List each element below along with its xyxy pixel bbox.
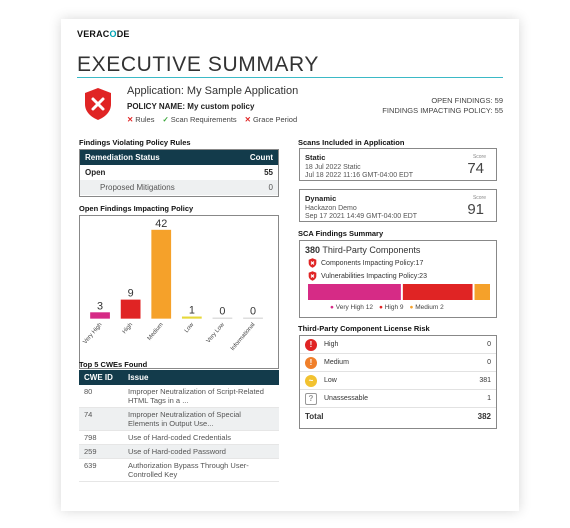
components-impacting: Components Impacting Policy:17 — [308, 258, 423, 268]
table-row: 259 Use of Hard-coded Password — [79, 445, 279, 459]
sca-bar-high — [403, 284, 473, 300]
page-title: EXECUTIVE SUMMARY — [77, 53, 320, 76]
col-cwe-id: CWE ID — [79, 370, 123, 385]
vulns-impacting: Vulnerabilities Impacting Policy:23 — [308, 271, 427, 281]
x-icon: ✕ — [244, 115, 251, 124]
bar-medium — [151, 230, 171, 319]
category-tick-label: Low — [183, 322, 196, 335]
open-findings-stats: OPEN FINDINGS: 59 FINDINGS IMPACTING POLICY: 55 — [382, 96, 503, 115]
bar-very-low — [213, 318, 233, 319]
title-divider — [77, 77, 503, 78]
legend-rules: ✕ Rules — [127, 115, 155, 124]
score-value: 91 — [467, 201, 484, 218]
sca-legend-item: ● High 9 — [378, 304, 404, 311]
category-tick-label: High — [121, 322, 135, 336]
category-tick-label: Very High — [82, 322, 104, 346]
table-row: 80 Improper Neutralization of Script-Related HTML Tags in a ... — [79, 385, 279, 408]
sca-legend — [330, 304, 444, 311]
veracode-logo: VERACODE — [77, 29, 130, 39]
scans-section-title: Scans Included in Application — [298, 138, 405, 147]
bar-value-label: 42 — [155, 217, 168, 230]
shield-icon — [308, 258, 317, 268]
severity-bar-chart — [80, 216, 278, 368]
col-remediation-status: Remediation Status — [80, 150, 229, 165]
sca-section-title: SCA Findings Summary — [298, 229, 384, 238]
col-count: Count — [229, 150, 278, 165]
table-row: Open 55 — [85, 168, 273, 177]
category-tick-label: Very Low — [205, 322, 226, 345]
legend-grace-period: ✕ Grace Period — [244, 115, 298, 124]
bar-value-label: 1 — [188, 304, 195, 317]
medium-risk-icon: ! — [305, 357, 317, 369]
category-tick-label: Informational — [229, 322, 257, 353]
license-row-unassessable: ? Unassessable 1 — [300, 390, 496, 408]
sca-bar-medium — [475, 284, 490, 300]
x-icon: ✕ — [127, 115, 134, 124]
sca-components: 380 Third-Party Components — [305, 245, 421, 255]
bar-value-label: 3 — [97, 300, 104, 313]
policy-legend — [127, 115, 297, 124]
cwes-table — [79, 370, 279, 495]
dot-icon: ● — [409, 304, 416, 311]
license-section-title: Third-Party Component License Risk — [298, 324, 430, 333]
bar-informational — [243, 318, 263, 319]
category-tick-label: Medium — [146, 322, 165, 342]
high-risk-icon: ! — [305, 339, 317, 351]
scan-card-dynamic: Dynamic Hackazon Demo Sep 17 2021 14:49 GMT-04:00 EDT Score 91 — [299, 189, 497, 222]
shield-icon — [308, 271, 317, 281]
dot-icon: ● — [330, 304, 336, 311]
low-risk-icon: ~ — [305, 375, 317, 387]
col-issue: Issue — [123, 370, 279, 385]
license-total-row: Total 382 — [305, 412, 491, 421]
license-row-medium: ! Medium 0 — [300, 354, 496, 372]
bar-high — [121, 300, 141, 319]
sca-bar-very-high — [308, 284, 401, 300]
license-row-low: ~ Low 381 — [300, 372, 496, 390]
bar-very-high — [90, 312, 110, 318]
bar-value-label: 0 — [219, 305, 226, 318]
policy-fail-shield-icon — [83, 87, 113, 121]
sca-legend-item: ● Very High 12 — [330, 304, 373, 311]
scan-card-static: Static 18 Jul 2022 Static Jul 18 2022 11:16 GMT-04:00 EDT Score 74 — [299, 148, 497, 181]
sca-summary-box — [299, 240, 497, 318]
open-findings-section-title: Open Findings Impacting Policy — [79, 204, 194, 213]
legend-scan-requirements: ✓ Scan Requirements — [162, 115, 237, 124]
executive-summary-card — [61, 19, 519, 511]
sca-severity-bar — [308, 284, 490, 300]
table-row: 639 Authorization Bypass Through User-Controlled Key — [79, 459, 279, 482]
sca-legend-item: ● Medium 2 — [409, 304, 444, 311]
policy-name: POLICY NAME: My custom policy — [127, 102, 255, 111]
cwes-section-title: Top 5 CWEs Found — [79, 360, 148, 369]
table-row: 798 Use of Hard-coded Credentials — [79, 431, 279, 445]
document-icon: ? — [305, 393, 317, 405]
violating-section-title: Findings Violating Policy Rules — [79, 138, 191, 147]
violating-table — [79, 149, 279, 197]
check-icon: ✓ — [162, 115, 169, 124]
application-name: Application: My Sample Application — [127, 85, 299, 97]
table-row: Proposed Mitigations 0 — [80, 180, 278, 195]
license-row-high: ! High 0 — [300, 336, 496, 354]
table-row: 74 Improper Neutralization of Special Elements in Output Use... — [79, 408, 279, 431]
bar-low — [182, 317, 202, 319]
dot-icon: ● — [378, 304, 385, 311]
bar-value-label: 9 — [127, 287, 134, 300]
score-value: 74 — [467, 160, 484, 177]
bar-value-label: 0 — [250, 305, 257, 318]
license-risk-table — [299, 335, 497, 429]
open-findings-chart — [79, 215, 279, 369]
